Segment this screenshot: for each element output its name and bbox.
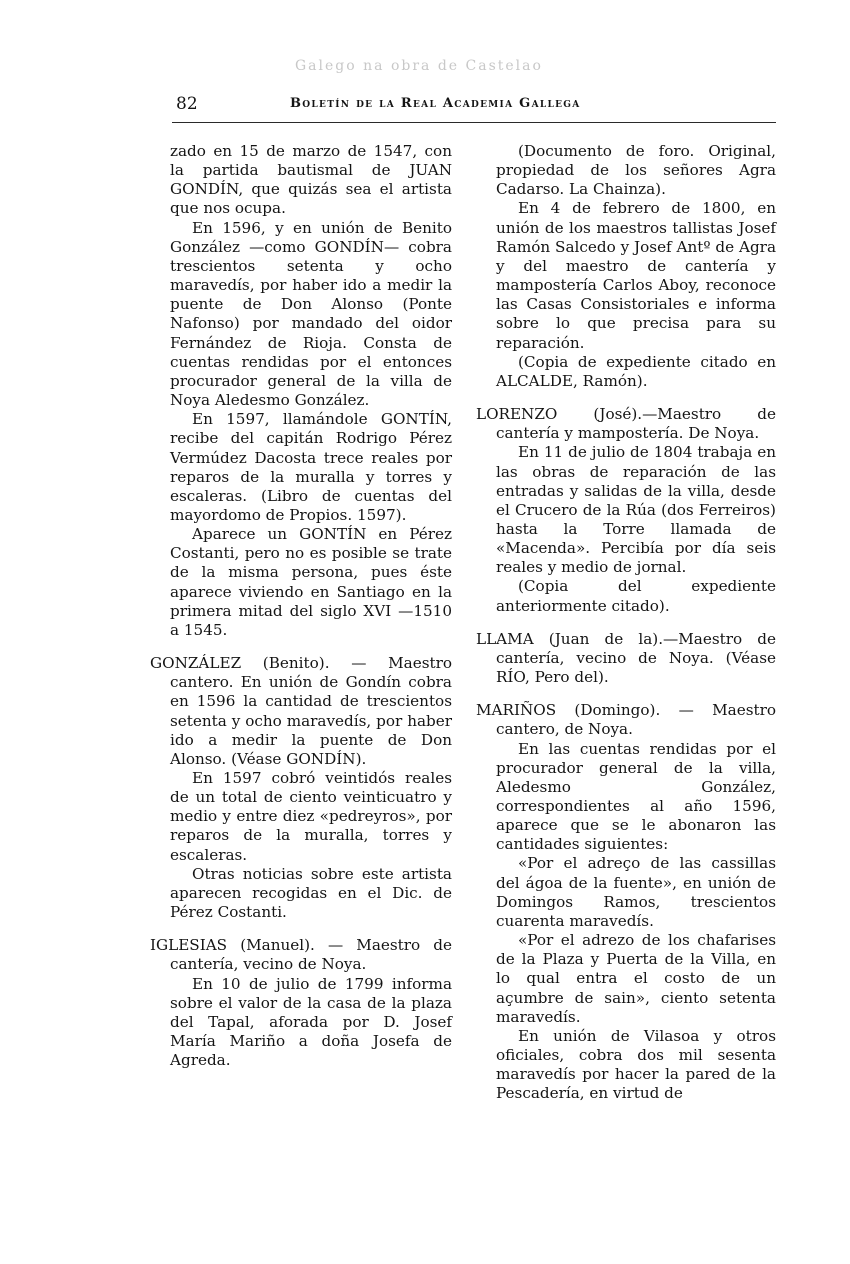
paragraph: zado en 15 de marzo de 1547, con la partida bautismal de JUAN GONDÍN, que quizás sea el artista que nos ocupa.: [170, 142, 452, 218]
paragraph: En 4 de febrero de 1800, en unión de los maestros tallistas Josef Ramón Salcedo y Josef Antº de Agra y del maestro de cantería y mampostería Carlos Aboy, reconoce las Casas Consistoriales e informa sobre lo que precisa para su reparación.: [496, 199, 776, 352]
page-header: [172, 92, 776, 123]
paragraph: «Por el adrezo de los chafarises de la Plaza y Puerta de la Villa, en lo qual entra el costo de un açumbre de sain», ciento setenta maravedís.: [496, 931, 776, 1026]
continued-entry-alcalde: [476, 142, 776, 391]
paragraph: En 11 de julio de 1804 trabaja en las obras de reparación de las entradas y salidas de la villa, desde el Crucero de la Rúa (dos Ferreiros) hasta la Torre llamada de «Macenda». Percibía por día seis reales y medio de jornal.: [496, 443, 776, 577]
paragraph: (Documento de foro. Original, propiedad de los señores Agra Cadarso. La Chainza).: [496, 142, 776, 199]
entry-gonzalez-benito: [150, 654, 452, 922]
entry-lorenzo-jose: [476, 405, 776, 616]
page-number: 82: [176, 94, 198, 114]
left-column: [150, 142, 452, 1084]
paragraph: Aparece un GONTÍN en Pérez Costanti, pero no es posible se trate de la misma persona, pues éste aparece viviendo en Santiago en la primera mitad del siglo XVI —1510 a 1545.: [170, 525, 452, 639]
paragraph: En 10 de julio de 1799 informa sobre el valor de la casa de la plaza del Tapal, aforada por D. Josef María Mariño a doña Josefa de Agreda.: [170, 974, 452, 1070]
running-title: Boletín de la Real Academia Gallega: [290, 96, 581, 111]
entry-heading: GONZÁLEZ (Benito). — Maestro cantero. En unión de Gondín cobra en 1596 la cantidad de trescientos setenta y ocho maravedís, por haber ido a medir la puente de Don Alonso. (Véase GONDÍN).: [150, 654, 452, 768]
paragraph: (Copia de expediente citado en ALCALDE, Ramón).: [496, 352, 776, 390]
entry-heading: LLAMA (Juan de la).—Maestro de cantería, vecino de Noya. (Véase RÍO, Pero del).: [476, 629, 776, 687]
paragraph: En unión de Vilasoa y otros oficiales, cobra dos mil sesenta maravedís por hacer la pared de la Pescadería, en virtud de: [496, 1026, 776, 1103]
paragraph: En 1596, y en unión de Benito González —como GONDÍN— cobra trescientos setenta y ocho maravedís, por haber ido a medir la puente de Don Alonso (Ponte Nafonso) por mandado del oidor Fernández de Rioja. Consta de cuentas rendidas por el entonces procurador general de la villa de Noya Aledesmo González.: [170, 218, 452, 410]
paragraph: En las cuentas rendidas por el procurador general de la villa, Aledesmo González, correspondientes al año 1596, aparece que se le abonaron las cantidades siguientes:: [496, 739, 776, 854]
entry-heading: IGLESIAS (Manuel). — Maestro de cantería, vecino de Noya.: [150, 936, 452, 974]
paragraph: En 1597 cobró veintidós reales de un total de ciento veinticuatro y medio y entre diez «pedreyros», por reparos de la muralla, torres y escaleras.: [170, 769, 452, 864]
paragraph: (Copia del expediente anteriormente citado).: [496, 577, 776, 615]
entry-llama-juan: [476, 630, 776, 687]
paragraph: «Por el adreço de las cassillas del ágoa de la fuente», en unión de Domingos Ramos, trescientos cuarenta maravedís.: [496, 854, 776, 930]
paragraph: En 1597, llamándole GONTÍN, recibe del capitán Rodrigo Pérez Vermúdez Dacosta trece reales por reparos de la muralla y torres y escaleras. (Libro de cuentas del mayordomo de Propios. 1597).: [170, 410, 452, 524]
entry-iglesias-manuel: [150, 936, 452, 1070]
entry-heading: MARIÑOS (Domingo). — Maestro cantero, de Noya.: [476, 701, 776, 739]
right-column: [476, 142, 776, 1118]
continued-entry-gondin: [150, 142, 452, 640]
entry-marinos-domingo: [476, 701, 776, 1103]
bleed-through-text: Galego na obra de Castelao: [295, 58, 543, 74]
paragraph: Otras noticias sobre este artista aparecen recogidas en el Dic. de Pérez Costanti.: [170, 864, 452, 922]
entry-heading: LORENZO (José).—Maestro de cantería y mampostería. De Noya.: [476, 405, 776, 443]
